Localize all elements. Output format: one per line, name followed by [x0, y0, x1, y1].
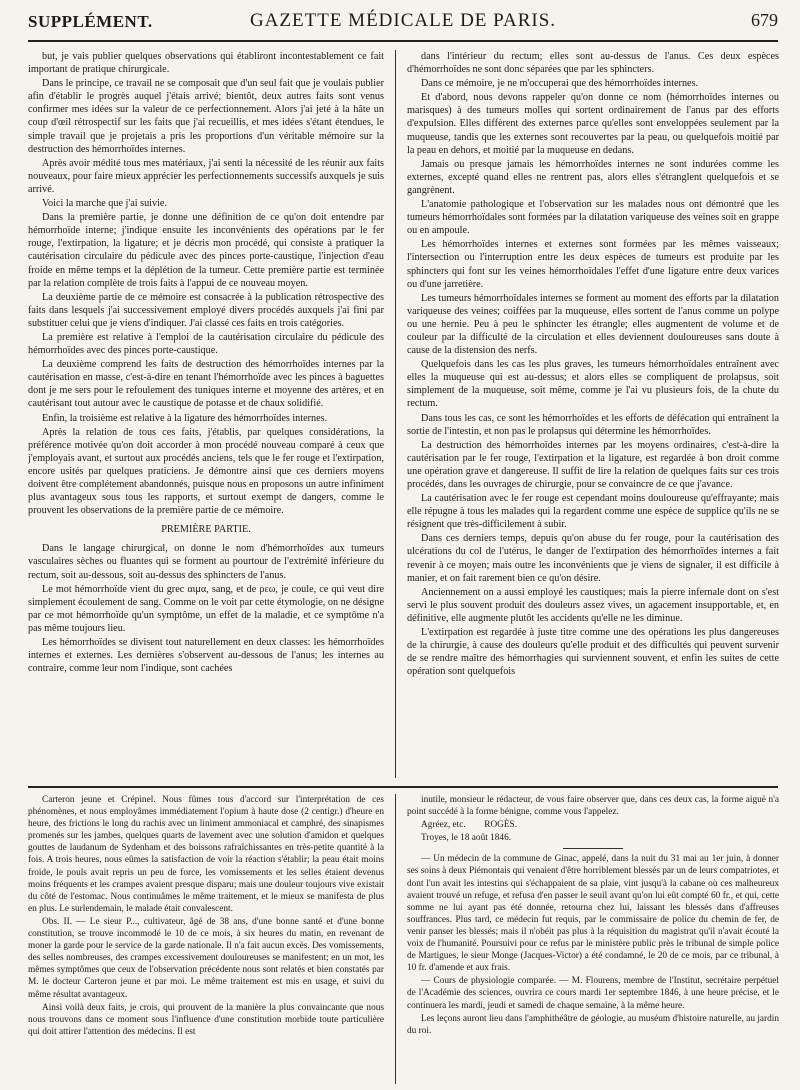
paragraph: La deuxième comprend les faits de destruction des hémorrhoïdes internes par la cautérisation en masse, c'est-à-dire en tenant l'hémorrhoïde avec les pinces à baguettes dont je me sers pour le refoulement des tuniques interne et moyenne des artères, et en cautérisant tout autour avec le caustique de potasse et de chaux solidifié.: [28, 359, 384, 410]
paragraph: Les tumeurs hémorrhoïdales internes se forment au moment des efforts par la dilatation variqueuse des veines; coiffées par la muqueuse, elles sortent de l'anus comme un polype ou une hernie. Peu à peu le sphincter les étrangle; elles augmentent de volume et de couleur par la difficulté de la circulation et elles deviennent douloureuses sans doute à cause de la distension des nerfs.: [407, 292, 779, 357]
signature-line: Agréez, etc. ROGÈS.: [421, 820, 518, 831]
paragraph: Quelquefois dans les cas les plus graves, les tumeurs hémorrhoïdales entraînent avec elles la muqueuse qui est au-dessus; et alors elles se compliquent de prolapsus, soit simplement de la muqueuse, soit même, comme je l'ai vu plusieurs fois, de la chute du rectum.: [407, 359, 779, 410]
dateline: Troyes, le 18 août 1846.: [421, 833, 512, 844]
short-divider: [563, 848, 623, 849]
paragraph: inutile, monsieur le rédacteur, de vous faire observer que, dans ces deux cas, la forme aiguë n'a point succédé à la forme bénigne, comme vous l'appelez.: [407, 795, 779, 818]
page-number: 679: [751, 10, 778, 30]
paragraph: Dans ces derniers temps, depuis qu'on abuse du fer rouge, pour la cautérisation des ulcérations du col de l'utérus, le danger de l'extirpation des hémorrhoïdes internes a fait revenir à ce moyen; mais outre les inconvénients que je viens de signaler, il est difficile à manier, et on fait rarement bien ce qu'on désire.: [407, 533, 779, 584]
page-header: [28, 6, 778, 42]
paragraph: Ainsi voilà deux faits, je crois, qui prouvent de la manière la plus convaincante que nous nous trouvons dans ce moment sous l'influence d'une constitution morbide toute particulière qui doit attirer l'attention des médecins. Il est: [28, 1002, 384, 1037]
article-column-left: [28, 50, 384, 778]
paragraph: La première est relative à l'emploi de la cautérisation circulaire du pédicule des hémorrhoïdes avec des pinces porte-caustique.: [28, 331, 384, 357]
paragraph: La deuxième partie de ce mémoire est consacrée à la publication rétrospective des faits dans lesquels j'ai successivement employé divers procédés auxquels j'ai fini par substituer celui que je viens d'indiquer. J'ai classé ces faits en trois catégories.: [28, 291, 384, 329]
paragraph: Dans la première partie, je donne une définition de ce qu'on doit entendre par hémorrhoïde interne; j'indique ensuite les inconvénients des opérations par le fer rouge, l'extirpation, la ligature; et je décris mon procédé, qui consiste à pratiquer la cautérisation circulaire du pédicule avec des pinces porte-caustique, l'injection d'eau froide en même temps et la déplétion de la tumeur. Cette première partie est terminée par la relation complète de trois faits à l'appui de ce nouveau moyen.: [28, 212, 384, 289]
section-label: SUPPLÉMENT.: [28, 12, 153, 31]
paragraph: Après la relation de tous ces faits, j'établis, par quelques considérations, la préférence motivée qu'on doit accorder à mon procédé nouveau comparé à ceux que j'employais avant, et surtout aux procédés anciens, tels que le fer rouge et l'extirpation, encore usités par quelques praticiens. Je démontre ainsi que ces derniers moyens doivent être complétement abandonnés, puisque nous en proposons un autre infiniment plus avantageux sous tous les rapports, et surtout exempt de dangers, comme le prouvent les observations de la première partie de ce mémoire.: [28, 426, 384, 517]
paragraph: Les hémorrhoïdes internes et externes sont formées par les mêmes vaisseaux; l'intersection ou l'interruption entre les deux espèces de tumeurs est produite par les sphincters qui font sur les veines hémorrhoïdales l'effet d'une ligature entre deux varices ou d'une jarretière.: [407, 239, 779, 290]
paragraph: Les leçons auront lieu dans l'amphithéâtre de géologie, au muséum d'histoire naturelle, au jardin du roi.: [407, 1013, 779, 1036]
paragraph: — Cours de physiologie comparée. — M. Flourens, membre de l'Institut, secrétaire perpétuel de l'Académie des sciences, ouvrira ce cours mardi 1er septembre 1846, à une heure précise, et le continuera les mardi, jeudi et samedi de chaque semaine, à la même heure.: [407, 976, 779, 1011]
paragraph: Enfin, la troisième est relative à la ligature des hémorrhoïdes internes.: [42, 412, 328, 424]
paragraph: — Un médecin de la commune de Ginac, appelé, dans la nuit du 31 mai au 1er juin, à donner ses soins à deux Piémontais qui venaient d'être horriblement blessés par un de leurs compatriotes, et dont l'un avait les intestins qui s'échappaient de sa plaie, vint jusqu'à la cabane où ces malheureux avaient trouvé un refuge, et refusa d'en passer le seuil avant qu'on lui eût compté 60 fr., et qui, cette somme ne lui ayant pas été donnée, retourna chez lui, laissant les blessés dans d'affreuses souffrances. Plus tard, ce médecin fut requis, par le commissaire de police du chemin de fer, de venir panser les blessés; mais il n'obéit pas plus à la réquisition du magistrat qu'il n'avait écouté la voix de l'humanité. Poursuivi pour ce refus par le ministère public près le tribunal de simple police de Martigues, le sieur Monge (Jacques-Victor) a été condamné, le 20 de ce mois, par ce tribunal, à 10 fr. d'amende et aux frais.: [407, 854, 779, 974]
paragraph: L'anatomie pathologique et l'observation sur les malades nous ont démontré que les tumeurs hémorrhoïdales sont formées par la dilatation variqueuse des veines soit en grappe ou en ampoule.: [407, 199, 779, 237]
column-divider: [395, 50, 396, 778]
paragraph: Dans tous les cas, ce sont les hémorrhoïdes et les efforts de défécation qui entraînent la sortie de l'intestin, et non pas le prolapsus qui détermine les hémorrhoïdes.: [407, 412, 779, 437]
paragraph: Après avoir médité tous mes matériaux, j'ai senti la nécessité de les réunir aux faits nouveaux, pour faire mieux apprécier les perfectionnements successifs auxquels je suis arrivé.: [28, 157, 384, 195]
paragraph: L'extirpation est regardée à juste titre comme une des opérations les plus dangereuses de la chirurgie, à cause des douleurs qu'elle produit et des difficultés qui peuvent survenir de se rendre maître des hémorrhagies qui surviennent souvent, et enfin les suites de cette opération sont quelquefois: [407, 627, 779, 678]
paragraph: Voici la marche que j'ai suivie.: [42, 198, 167, 210]
article-column-right: [407, 50, 779, 778]
paragraph: Obs. II. — Le sieur P..., cultivateur, âgé de 38 ans, d'une bonne santé et d'une bonne constitution, se trouve incommodé le 10 de ce mois, à six heures du matin, en revenant de moner la garde pour le service de la garde nationale. Il n'a fait aucun excès. Des vomissements, des selles nombreuses, des crampes excessivement douloureuses se manifestent; en un mot, les mêmes symptômes que ceux de l'observation précédente nous sont relatés et bien constatés par M. le docteur Carteron jeune et par moi. Le même traitement est mis en usage, et suivi du même résultat avantageux.: [28, 916, 384, 1000]
paragraph: Dans le principe, ce travail ne se composait que d'un seul fait que je voulais publier afin d'établir le progrès auquel j'étais arrivé; bientôt, deux autres faits sont venus confirmer mes idées sur la valeur de ce perfectionnement. Alors j'ai jeté à la hâte un coup d'œil rétrospectif sur les faits que j'ai recueillis, et mes idées s'étant étendues, le simple travail que je projetais a pris les proportions d'un véritable mémoire sur la destruction des hémorrhoïdes internes.: [28, 78, 384, 155]
paragraph: Dans le langage chirurgical, on donne le nom d'hémorrhoïdes aux tumeurs vasculaires sèches ou fluantes qui se forment au pourtour de l'extrémité inférieure du rectum, soit au-dessous, soit au-dessus des sphincters de l'anus.: [28, 543, 384, 581]
section-heading: PREMIÈRE PARTIE.: [161, 524, 251, 536]
paragraph: Carteron jeune et Crépinel. Nous fûmes tous d'accord sur l'interprétation de ces phénomènes, et nous employâmes immédiatement l'opium à haute dose (2 centigr.) d'heure en heure, des frictions le long du rachis avec un liniment ammoniacal et camphré, des sinapismes promenés sur les jambes, quelques quarts de lavement avec une solution d'amidon et quelques gouttes de laudanum de Sydenham et des boissons rafraîchissantes en très-petite quantité à la fois. A trois heures, nous eûmes la satisfaction de voir la réaction s'établir; la peau était moins froide, le pouls avait repris un peu de force, les vomissements et les selles étaient devenus moins fréquents et les crampes avaient presque disparu; mais une douleur toujours vive existait du côté de l'estomac. Nous continuâmes le même traitement, et le mieux se manifesta de plus en plus. Le surlendemain, le malade était convalescent.: [28, 795, 384, 914]
section-divider: [28, 786, 778, 788]
paragraph: La cautérisation avec le fer rouge est cependant moins douloureuse qu'effrayante; mais elle répugne à tous les malades qui la regardent comme une espèce de supplice qu'ils ne se résignent que très-difficilement à subir.: [407, 493, 779, 531]
paragraph: La destruction des hémorrhoïdes internes par les moyens ordinaires, c'est-à-dire la cautérisation par le fer rouge, l'extirpation et la ligature, est regardée à bon droit comme une opération grave et dangereuse. Il suffit de lire la relation de quelques faits sur ces trois procédés, dans les ouvrages de chirurgie, pour se convaincre de ce que j'avance.: [407, 439, 779, 490]
journal-title: GAZETTE MÉDICALE DE PARIS.: [249, 10, 557, 31]
paragraph: but, je vais publier quelques observations qui établiront incontestablement ce fait important de pratique chirurgicale.: [28, 51, 384, 76]
paragraph: Le mot hémorrhoïde vient du grec αιμα, sang, et de ρεω, je coule, ce qui veut dire simplement écoulement de sang. Comme on le voit par cette étymologie, on ne désigne par ce mot hémorrhoïde qu'un symptôme, un effet de la maladie, et ce symptôme n'a pas même toujours lieu.: [28, 583, 384, 634]
paragraph: Dans ce mémoire, je ne m'occuperai que des hémorrhoïdes internes.: [421, 78, 699, 90]
paragraph: Les hémorrhoïdes se divisent tout naturellement en deux classes: les hémorrhoïdes internes et externes. Les dernières s'observent au-dessous de l'anus; les internes au contraire, comme leur nom l'indique, sont cachées: [28, 637, 384, 675]
paragraph: Jamais ou presque jamais les hémorrhoïdes internes ne sont indurées comme les externes, excepté quand elles ne rentrent pas, alors elles s'étranglent quelquefois et se gangrènent.: [407, 158, 779, 196]
paragraph: Anciennement on a aussi employé les caustiques; mais la pierre infernale dont on s'est servi le plus souvent produit des douleurs assez vives, un agacement insupportable, et, en définitive, elle augmente plutôt les accidents qu'elle ne les diminue.: [407, 586, 779, 624]
news-column-right: [407, 794, 779, 1084]
column-divider: [395, 794, 396, 1084]
paragraph: Et d'abord, nous devons rappeler qu'on donne ce nom (hémorrhoïdes internes ou marisques) à des tumeurs molles qui sortent ordinairement de l'anus par des efforts d'expulsion. Elles diffèrent des externes parce qu'elles sont enveloppées seulement par la muqueuse, tandis que les externes sont recouvertes par la peau, ou quelquefois moitié par la peau en dehors, et moitié par la muqueuse en dedans.: [407, 92, 779, 156]
paragraph: dans l'intérieur du rectum; elles sont au-dessus de l'anus. Ces deux espèces d'hémorrhoïdes ne sont donc séparées que par les sphincters.: [407, 51, 779, 76]
letter-column-left: [28, 794, 384, 1084]
